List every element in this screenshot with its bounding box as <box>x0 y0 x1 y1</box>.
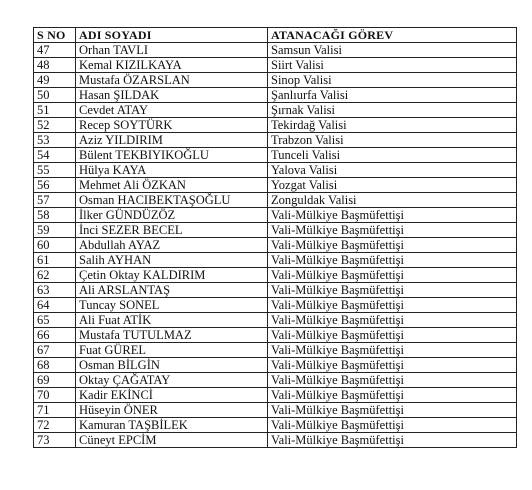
table-row <box>34 358 517 373</box>
table-row <box>34 118 517 133</box>
row-number: 63 <box>34 283 76 298</box>
table-row <box>34 373 517 388</box>
table-row <box>34 148 517 163</box>
table-row <box>34 403 517 418</box>
assigned-duty: Zonguldak Valisi <box>268 193 517 208</box>
header-row <box>34 28 517 43</box>
assigned-duty: Vali-Mülkiye Başmüfettişi <box>268 418 517 433</box>
table-row <box>34 283 517 298</box>
person-name: Kadir EKİNCİ <box>76 388 268 403</box>
row-number: 50 <box>34 88 76 103</box>
person-name: Osman HACIBEKTAŞOĞLU <box>76 193 268 208</box>
header-no: S NO <box>34 28 76 43</box>
assigned-duty: Vali-Mülkiye Başmüfettişi <box>268 343 517 358</box>
header-name: ADI SOYADI <box>76 28 268 43</box>
table-row <box>34 313 517 328</box>
assigned-duty: Trabzon Valisi <box>268 133 517 148</box>
person-name: Bülent TEKBIYIKOĞLU <box>76 148 268 163</box>
table-row <box>34 238 517 253</box>
table-row <box>34 178 517 193</box>
row-number: 59 <box>34 223 76 238</box>
row-number: 54 <box>34 148 76 163</box>
person-name: Abdullah AYAZ <box>76 238 268 253</box>
row-number: 60 <box>34 238 76 253</box>
person-name: Hüseyin ÖNER <box>76 403 268 418</box>
assigned-duty: Vali-Mülkiye Başmüfettişi <box>268 358 517 373</box>
person-name: Ali Fuat ATİK <box>76 313 268 328</box>
assigned-duty: Vali-Mülkiye Başmüfettişi <box>268 223 517 238</box>
row-number: 61 <box>34 253 76 268</box>
table-row <box>34 388 517 403</box>
person-name: Mustafa TUTULMAZ <box>76 328 268 343</box>
table-row <box>34 223 517 238</box>
assigned-duty: Tekirdağ Valisi <box>268 118 517 133</box>
assigned-duty: Şanlıurfa Valisi <box>268 88 517 103</box>
assigned-duty: Siirt Valisi <box>268 58 517 73</box>
person-name: Ali ARSLANTAŞ <box>76 283 268 298</box>
appointment-table <box>33 27 517 448</box>
row-number: 62 <box>34 268 76 283</box>
assigned-duty: Yozgat Valisi <box>268 178 517 193</box>
person-name: Fuat GÜREL <box>76 343 268 358</box>
row-number: 64 <box>34 298 76 313</box>
table-row <box>34 43 517 58</box>
row-number: 58 <box>34 208 76 223</box>
person-name: İnci SEZER BECEL <box>76 223 268 238</box>
table-row <box>34 268 517 283</box>
assigned-duty: Vali-Mülkiye Başmüfettişi <box>268 328 517 343</box>
row-number: 53 <box>34 133 76 148</box>
row-number: 57 <box>34 193 76 208</box>
person-name: Mustafa ÖZARSLAN <box>76 73 268 88</box>
row-number: 70 <box>34 388 76 403</box>
table-row <box>34 163 517 178</box>
person-name: İlker GÜNDÜZÖZ <box>76 208 268 223</box>
table-row <box>34 208 517 223</box>
assigned-duty: Vali-Mülkiye Başmüfettişi <box>268 433 517 448</box>
table-row <box>34 433 517 448</box>
person-name: Hasan ŞILDAK <box>76 88 268 103</box>
person-name: Mehmet Ali ÖZKAN <box>76 178 268 193</box>
assigned-duty: Şırnak Valisi <box>268 103 517 118</box>
assigned-duty: Vali-Mülkiye Başmüfettişi <box>268 388 517 403</box>
assigned-duty: Tunceli Valisi <box>268 148 517 163</box>
person-name: Hülya KAYA <box>76 163 268 178</box>
row-number: 68 <box>34 358 76 373</box>
row-number: 72 <box>34 418 76 433</box>
assigned-duty: Vali-Mülkiye Başmüfettişi <box>268 253 517 268</box>
table-row <box>34 253 517 268</box>
row-number: 48 <box>34 58 76 73</box>
table-row <box>34 418 517 433</box>
row-number: 56 <box>34 178 76 193</box>
assigned-duty: Vali-Mülkiye Başmüfettişi <box>268 268 517 283</box>
assigned-duty: Vali-Mülkiye Başmüfettişi <box>268 298 517 313</box>
person-name: Cüneyt EPCİM <box>76 433 268 448</box>
assigned-duty: Samsun Valisi <box>268 43 517 58</box>
row-number: 73 <box>34 433 76 448</box>
person-name: Recep SOYTÜRK <box>76 118 268 133</box>
person-name: Kemal KIZILKAYA <box>76 58 268 73</box>
table-row <box>34 88 517 103</box>
person-name: Kamuran TAŞBİLEK <box>76 418 268 433</box>
row-number: 69 <box>34 373 76 388</box>
header-duty: ATANACAĞI GÖREV <box>268 28 517 43</box>
table-row <box>34 58 517 73</box>
table-row <box>34 73 517 88</box>
row-number: 67 <box>34 343 76 358</box>
assigned-duty: Yalova Valisi <box>268 163 517 178</box>
row-number: 65 <box>34 313 76 328</box>
row-number: 52 <box>34 118 76 133</box>
assigned-duty: Vali-Mülkiye Başmüfettişi <box>268 373 517 388</box>
person-name: Osman BİLGİN <box>76 358 268 373</box>
person-name: Tuncay SONEL <box>76 298 268 313</box>
person-name: Orhan TAVLI <box>76 43 268 58</box>
assigned-duty: Vali-Mülkiye Başmüfettişi <box>268 313 517 328</box>
table-row <box>34 103 517 118</box>
person-name: Aziz YILDIRIM <box>76 133 268 148</box>
row-number: 47 <box>34 43 76 58</box>
assigned-duty: Vali-Mülkiye Başmüfettişi <box>268 238 517 253</box>
row-number: 49 <box>34 73 76 88</box>
row-number: 55 <box>34 163 76 178</box>
assigned-duty: Vali-Mülkiye Başmüfettişi <box>268 283 517 298</box>
assigned-duty: Vali-Mülkiye Başmüfettişi <box>268 403 517 418</box>
person-name: Çetin Oktay KALDIRIM <box>76 268 268 283</box>
person-name: Cevdet ATAY <box>76 103 268 118</box>
table-row <box>34 343 517 358</box>
person-name: Salih AYHAN <box>76 253 268 268</box>
assigned-duty: Sinop Valisi <box>268 73 517 88</box>
table-header <box>34 28 517 43</box>
row-number: 51 <box>34 103 76 118</box>
row-number: 71 <box>34 403 76 418</box>
table-row <box>34 193 517 208</box>
table-row <box>34 298 517 313</box>
table-row <box>34 133 517 148</box>
table-body <box>34 43 517 448</box>
person-name: Oktay ÇAĞATAY <box>76 373 268 388</box>
assigned-duty: Vali-Mülkiye Başmüfettişi <box>268 208 517 223</box>
table-row <box>34 328 517 343</box>
row-number: 66 <box>34 328 76 343</box>
